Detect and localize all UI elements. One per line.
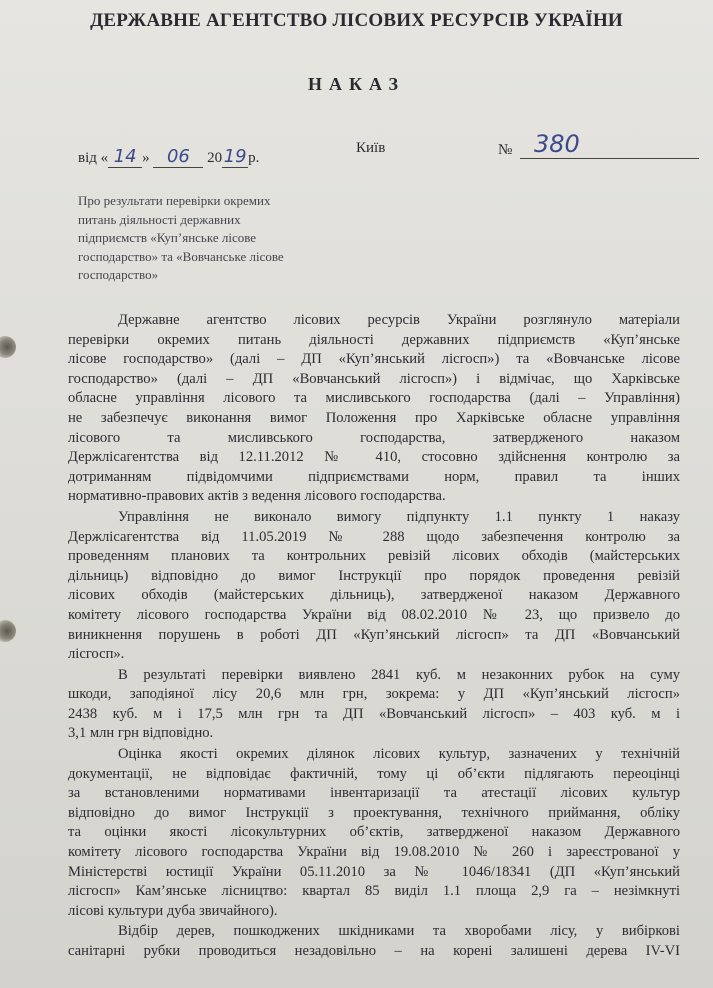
body-line: господарство» (далі – ДП «Вовчанський лісгосп») і відмічає, що Харківське bbox=[68, 370, 680, 387]
body-line: комітету лісового господарства України від 08.02.2010 № 23, що призвело до bbox=[68, 606, 680, 623]
body-line: Оцінка якості окремих ділянок лісових культур, зазначених у технічній bbox=[118, 746, 680, 763]
date-year-end: р. bbox=[248, 150, 260, 166]
body-line: 2438 куб. м і 17,5 млн грн та ДП «Вовчанський лісгосп» – 403 куб. м і bbox=[68, 705, 680, 722]
subject-line: підприємств «Куп’янське лісове bbox=[78, 230, 257, 245]
body-line: та оцінки якості лісокультурних об’єктів, затвердженої наказом Державного bbox=[68, 824, 680, 841]
body-line: санітарні рубки проводиться незадовільно – на корені залишені дерева IV-VI bbox=[68, 943, 680, 959]
binder-hole-bottom bbox=[0, 620, 16, 642]
body-line: документації, не відповідає фактичній, тому ці об’єкти підлягають переоцінці bbox=[68, 765, 680, 782]
body-line: дільниць) відповідно до вимог Інструкції про порядок проведення ревізій bbox=[68, 567, 680, 584]
order-number: 380 bbox=[520, 130, 699, 159]
date-year-prefix: 20 bbox=[207, 150, 223, 166]
body-line: нормативно-правових актів з ведення лісового господарства. bbox=[68, 488, 446, 505]
body-line: не забезпечує виконання вимог Положення про Харківське обласне управління bbox=[68, 409, 680, 426]
body-line: Управління не виконало вимогу підпункту 1.1 пункту 1 наказу bbox=[118, 508, 680, 525]
agency-header: ДЕРЖАВНЕ АГЕНТСТВО ЛІСОВИХ РЕСУРСІВ УКРАЇНИ bbox=[90, 10, 623, 31]
date-year-suffix: 19 bbox=[223, 146, 247, 167]
binder-hole-top bbox=[0, 336, 16, 358]
order-date bbox=[78, 146, 259, 168]
body-line: лісове господарство» (далі – ДП «Куп’янський лісгосп») та «Вовчанське лісове bbox=[68, 351, 680, 368]
body-line: лісових обходів (майстерських дільниць), затвердженої наказом Державного bbox=[68, 587, 680, 604]
body-line: за встановленими нормативами інвентаризації та атестації лісових культур bbox=[68, 785, 680, 802]
body-line: Держлісагентства від 12.11.2012 № 410, стосовно здійснення контролю за bbox=[68, 449, 680, 466]
document-type-title: НАКАЗ bbox=[307, 74, 406, 94]
body-line: Відбір дерев, пошкоджених шкідниками та хворобами лісу, у вибіркові bbox=[118, 923, 680, 940]
body-line: лісгосп» Кам’янське лісництво: квартал 85 виділ 1.1 площа 2,9 га – незімкнуті bbox=[68, 883, 680, 900]
body-line: Держлісагентства від 11.05.2019 № 288 щодо забезпечення контролю за bbox=[68, 528, 680, 545]
body-line: Міністерстві юстиції України 05.11.2010 за № 1046/18341 (ДП «Куп’янський bbox=[68, 863, 680, 880]
body-line: лісгосп». bbox=[68, 646, 125, 663]
body-line: виникнення порушень в роботі ДП «Куп’янський лісгосп» та ДП «Вовчанський bbox=[68, 626, 680, 643]
body-line: комітету лісового господарства України від 19.08.2010 № 260 і зареєстрованої у bbox=[68, 844, 680, 861]
order-body bbox=[68, 311, 680, 963]
paragraph-1 bbox=[68, 311, 680, 507]
body-line: лісові культури дуба звичайного). bbox=[68, 902, 278, 919]
order-number-label: № bbox=[498, 142, 513, 158]
body-line: дотриманням підвідомчими підприємствами норм, правил та інших bbox=[68, 468, 680, 485]
order-meta-row bbox=[0, 130, 713, 170]
body-line: проведенням планових та контрольних ревізій лісових обходів (майстерських bbox=[68, 548, 680, 565]
body-line: перевірки окремих питань діяльності державних підприємств «Куп’янське bbox=[68, 331, 680, 348]
paragraph-2 bbox=[68, 508, 680, 665]
body-line: В результаті перевірки виявлено 2841 куб. м незаконних рубок на суму bbox=[118, 666, 680, 683]
date-day: 14 bbox=[108, 146, 142, 168]
subject-line: питань діяльності державних bbox=[78, 211, 241, 227]
subject-line: господарство» bbox=[78, 267, 159, 282]
body-line: Державне агентство лісових ресурсів України розглянуло матеріали bbox=[118, 312, 680, 328]
paragraph-4 bbox=[68, 745, 680, 921]
paragraph-3 bbox=[68, 666, 680, 744]
paragraph-5 bbox=[68, 922, 680, 961]
date-prefix: від « bbox=[78, 150, 109, 166]
subject-line: господарство» та «Вовчанське лісове bbox=[78, 248, 284, 264]
body-line: лісового та мисливського господарства, затвердженого наказом bbox=[68, 429, 680, 446]
body-line: відповідно до вимог Інструкції з проектування, технічного приймання, обліку bbox=[68, 804, 680, 821]
body-line: обласне управління лісового та мисливського господарства (далі – Управління) bbox=[68, 390, 680, 407]
body-line: шкоди, заподіяної лісу 20,6 млн грн, зокрема: у ДП «Куп’янський лісгосп» bbox=[68, 686, 680, 703]
order-city: Київ bbox=[356, 140, 386, 156]
date-month: 06 bbox=[153, 146, 203, 168]
order-subject bbox=[78, 192, 348, 285]
body-line: 3,1 млн грн відповідно. bbox=[68, 725, 214, 742]
subject-line: Про результати перевірки окремих bbox=[78, 193, 271, 208]
date-mid: » bbox=[142, 150, 150, 166]
